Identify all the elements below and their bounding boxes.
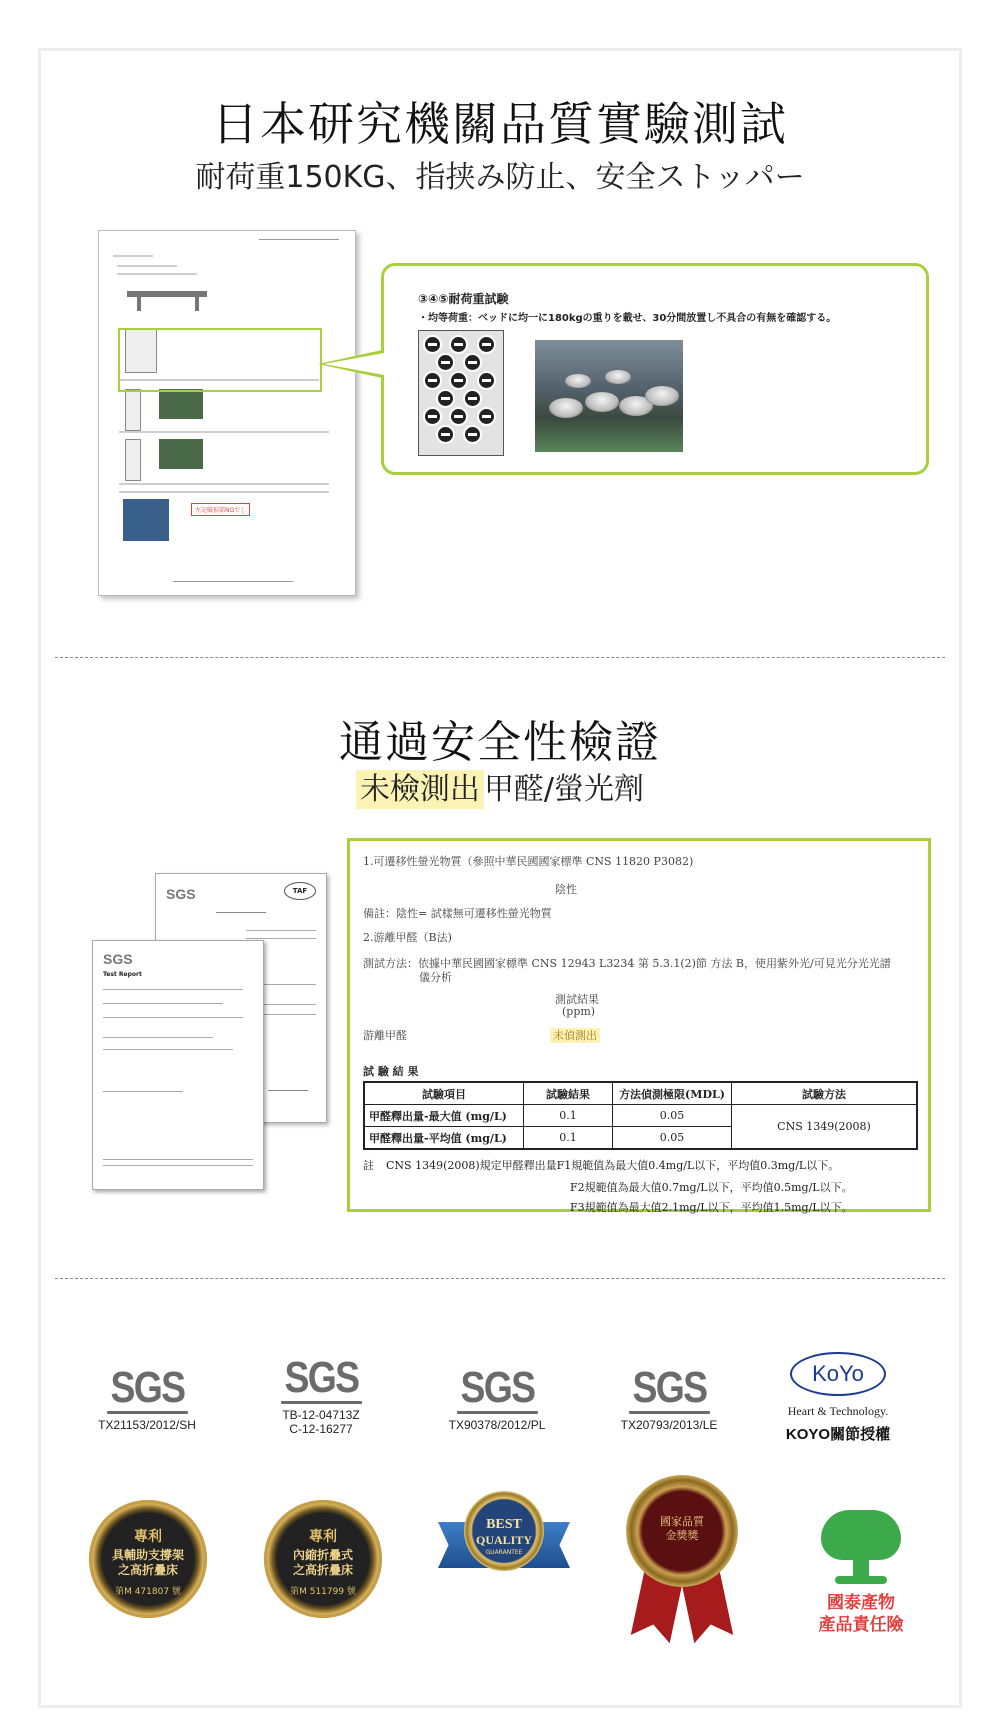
section2-title: 通過安全性檢證	[339, 717, 661, 768]
koyo-logo: KoYo	[790, 1352, 886, 1396]
weight-layout-diagram	[418, 330, 504, 456]
subtitle-rest: 甲醛/螢光劑	[483, 772, 645, 807]
cathay-insurance: 國泰產物 產品責任險	[804, 1510, 918, 1636]
sgs-certification-2: SGS TB-12-04713Z C-12-16277	[282, 1353, 360, 1436]
national-quality-award: 國家品質 金獎獎	[618, 1475, 746, 1645]
load-test-photo	[535, 340, 683, 452]
undetected-result: 未偵測出	[550, 1028, 600, 1043]
document-highlight-box	[118, 328, 322, 392]
callout-heading: ③④⑤耐荷重試験	[418, 292, 509, 306]
japan-test-document	[98, 230, 356, 596]
tree-icon	[815, 1510, 907, 1584]
sgs-mini-logo: SGS	[166, 886, 196, 902]
callout-text: ・均等荷重：ベッドに均一に180kgの重りを載せ、30分間放置し不具合の有無を確認する。	[418, 313, 837, 324]
table-row: 甲醛釋出量-平均值 (mg/L) 0.1 0.05	[364, 1127, 917, 1150]
best-quality-badge: BEST QUALITY GUARANTEE	[438, 1487, 570, 1605]
doc-stamp: 左記破損部NGでし	[191, 503, 250, 516]
certificate-document-front	[92, 940, 264, 1190]
sgs-certification-4: SGS TX20793/2013/LE	[620, 1363, 718, 1432]
formaldehyde-result-table: 試驗項目 試驗結果 方法偵測極限(MDL) 試驗方法 甲醛釋出量-最大值 (mg/L) 0.1 0.05 CNS 1349(2008) 甲醛釋出量-平均值 (mg/L) 0.1 0.05	[363, 1081, 918, 1150]
formaldehyde-test-report: 1.可遷移性螢光物質（參照中華民國國家標準 CNS 11820 P3082) 陰性 備註：陰性= 試樣無可遷移性螢光物質 2.游離甲醛（B法) 測試方法：依據中華民國國家標準 CNS 12943 L3234 第 5.3.1(2)節 方法 B，使用紫外光/可見光分光光譜 儀分析 測試結果 (ppm) 游離甲醛 未偵測出 試 驗 結 果 試驗項目 試驗結果 方法偵測極限(MDL) 試驗方法 甲醛釋出量-最大值 (mg/L) 0.1 0.05 CNS 1349(2008) 甲醛釋出量-平均值 (mg/L) 0.1 0.05 註 CNS 1349(2008)規定甲醛釋出量F1規範值為最大值0.4mg/L以下，平均值0.3mg/L以下。 F2規範值為最大值0.7mg/L以下，平均值0.5mg/L以下。 F3規範值為最大值2.1mg/L以下，平均值1.5mg/L以下。	[347, 838, 931, 1212]
patent-medal-1: 專利 具輔助支撐架 之高折疊床 第M 471807 號	[89, 1500, 207, 1618]
table-title: 試 驗 結 果	[363, 1065, 419, 1078]
patent-medal-2: 專利 內縮折疊式 之高折疊床 第M 511799 號	[264, 1500, 382, 1618]
sgs-certification-1: SGS TX21153/2012/SH	[98, 1363, 196, 1432]
sgs-certification-3: SGS TX90378/2012/PL	[448, 1363, 546, 1432]
section-divider	[55, 1278, 945, 1279]
undetected-highlight: 未檢測出	[356, 770, 484, 809]
section1-subtitle: 耐荷重150KG、指挟み防止、安全ストッパー	[195, 160, 805, 195]
table-row: 甲醛釋出量-最大值 (mg/L) 0.1 0.05 CNS 1349(2008)	[364, 1105, 917, 1127]
section1-title: 日本研究機關品質實驗測試	[212, 97, 788, 151]
koyo-license: KoYo Heart & Technology. KOYO關節授權	[768, 1352, 908, 1444]
section2-subtitle	[0, 764, 1000, 808]
test-report-label: Test Report	[103, 971, 142, 978]
taf-logo: TAF	[284, 882, 316, 900]
sgs-mini-logo: SGS	[103, 951, 133, 967]
section-divider	[55, 657, 945, 658]
